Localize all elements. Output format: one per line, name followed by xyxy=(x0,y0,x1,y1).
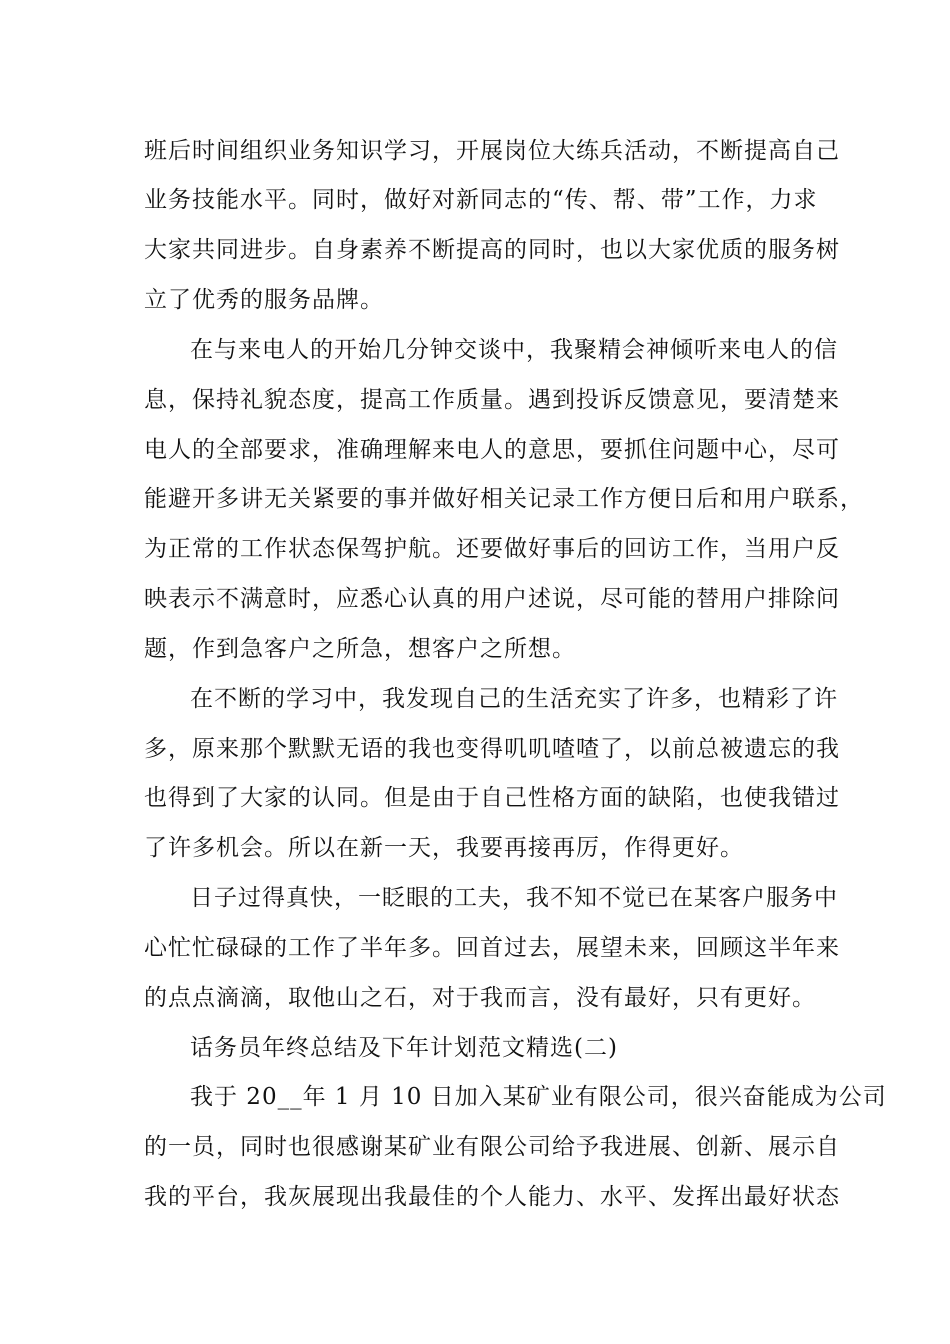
text-line: 班后时间组织业务知识学习，开展岗位大练兵活动，不断提高自己 xyxy=(144,138,840,164)
text-line: 了许多机会。所以在新一天，我要再接再厉，作得更好。 xyxy=(144,835,744,861)
text-line: 业务技能水平。同时，做好对新同志的“传、帮、带”工作，力求 xyxy=(144,187,818,213)
text-line: 大家共同进步。自身素养不断提高的同时，也以大家优质的服务树 xyxy=(144,237,840,263)
text-line: 的一员，同时也很感谢某矿业有限公司给予我进展、创新、展示自 xyxy=(144,1134,840,1160)
text-line: 心忙忙碌碌的工作了半年多。回首过去，展望未来，回顾这半年来 xyxy=(144,935,840,961)
text-line: 为正常的工作状态保驾护航。还要做好事后的回访工作，当用户反 xyxy=(144,536,840,562)
text-line: 我的平台，我灰展现出我最佳的个人能力、水平、发挥出最好状态 xyxy=(144,1184,840,1210)
text-line: 息，保持礼貌态度，提高工作质量。遇到投诉反馈意见，要清楚来 xyxy=(144,387,840,413)
text-line: 立了优秀的服务品牌。 xyxy=(144,287,384,313)
text-line: 多，原来那个默默无语的我也变得叽叽喳喳了，以前总被遗忘的我 xyxy=(144,736,840,762)
text-line: 映表示不满意时，应悉心认真的用户述说，尽可能的替用户排除问 xyxy=(144,586,840,612)
paragraph-first-line: 日子过得真快，一眨眼的工夫，我不知不觉已在某客户服务中 xyxy=(190,885,838,911)
section-heading: 话务员年终总结及下年计划范文精选(二) xyxy=(190,1035,618,1061)
text-line: 电人的全部要求，准确理解来电人的意思，要抓住问题中心，尽可 xyxy=(144,437,840,463)
text-line: 能避开多讲无关紧要的事并做好相关记录工作方便日后和用户联系， xyxy=(144,486,864,512)
text-line: 题，作到急客户之所急，想客户之所想。 xyxy=(144,636,576,662)
paragraph-first-line: 在与来电人的开始几分钟交谈中，我聚精会神倾听来电人的信 xyxy=(190,337,838,363)
text-line: 也得到了大家的认同。但是由于自己性格方面的缺陷，也使我错过 xyxy=(144,785,840,811)
paragraph-first-line: 我于 20__年 1 月 10 日加入某矿业有限公司，很兴奋能成为公司 xyxy=(190,1084,887,1110)
paragraph-first-line: 在不断的学习中，我发现自己的生活充实了许多，也精彩了许 xyxy=(190,686,838,712)
text-line: 的点点滴滴，取他山之石，对于我而言，没有最好，只有更好。 xyxy=(144,985,816,1011)
